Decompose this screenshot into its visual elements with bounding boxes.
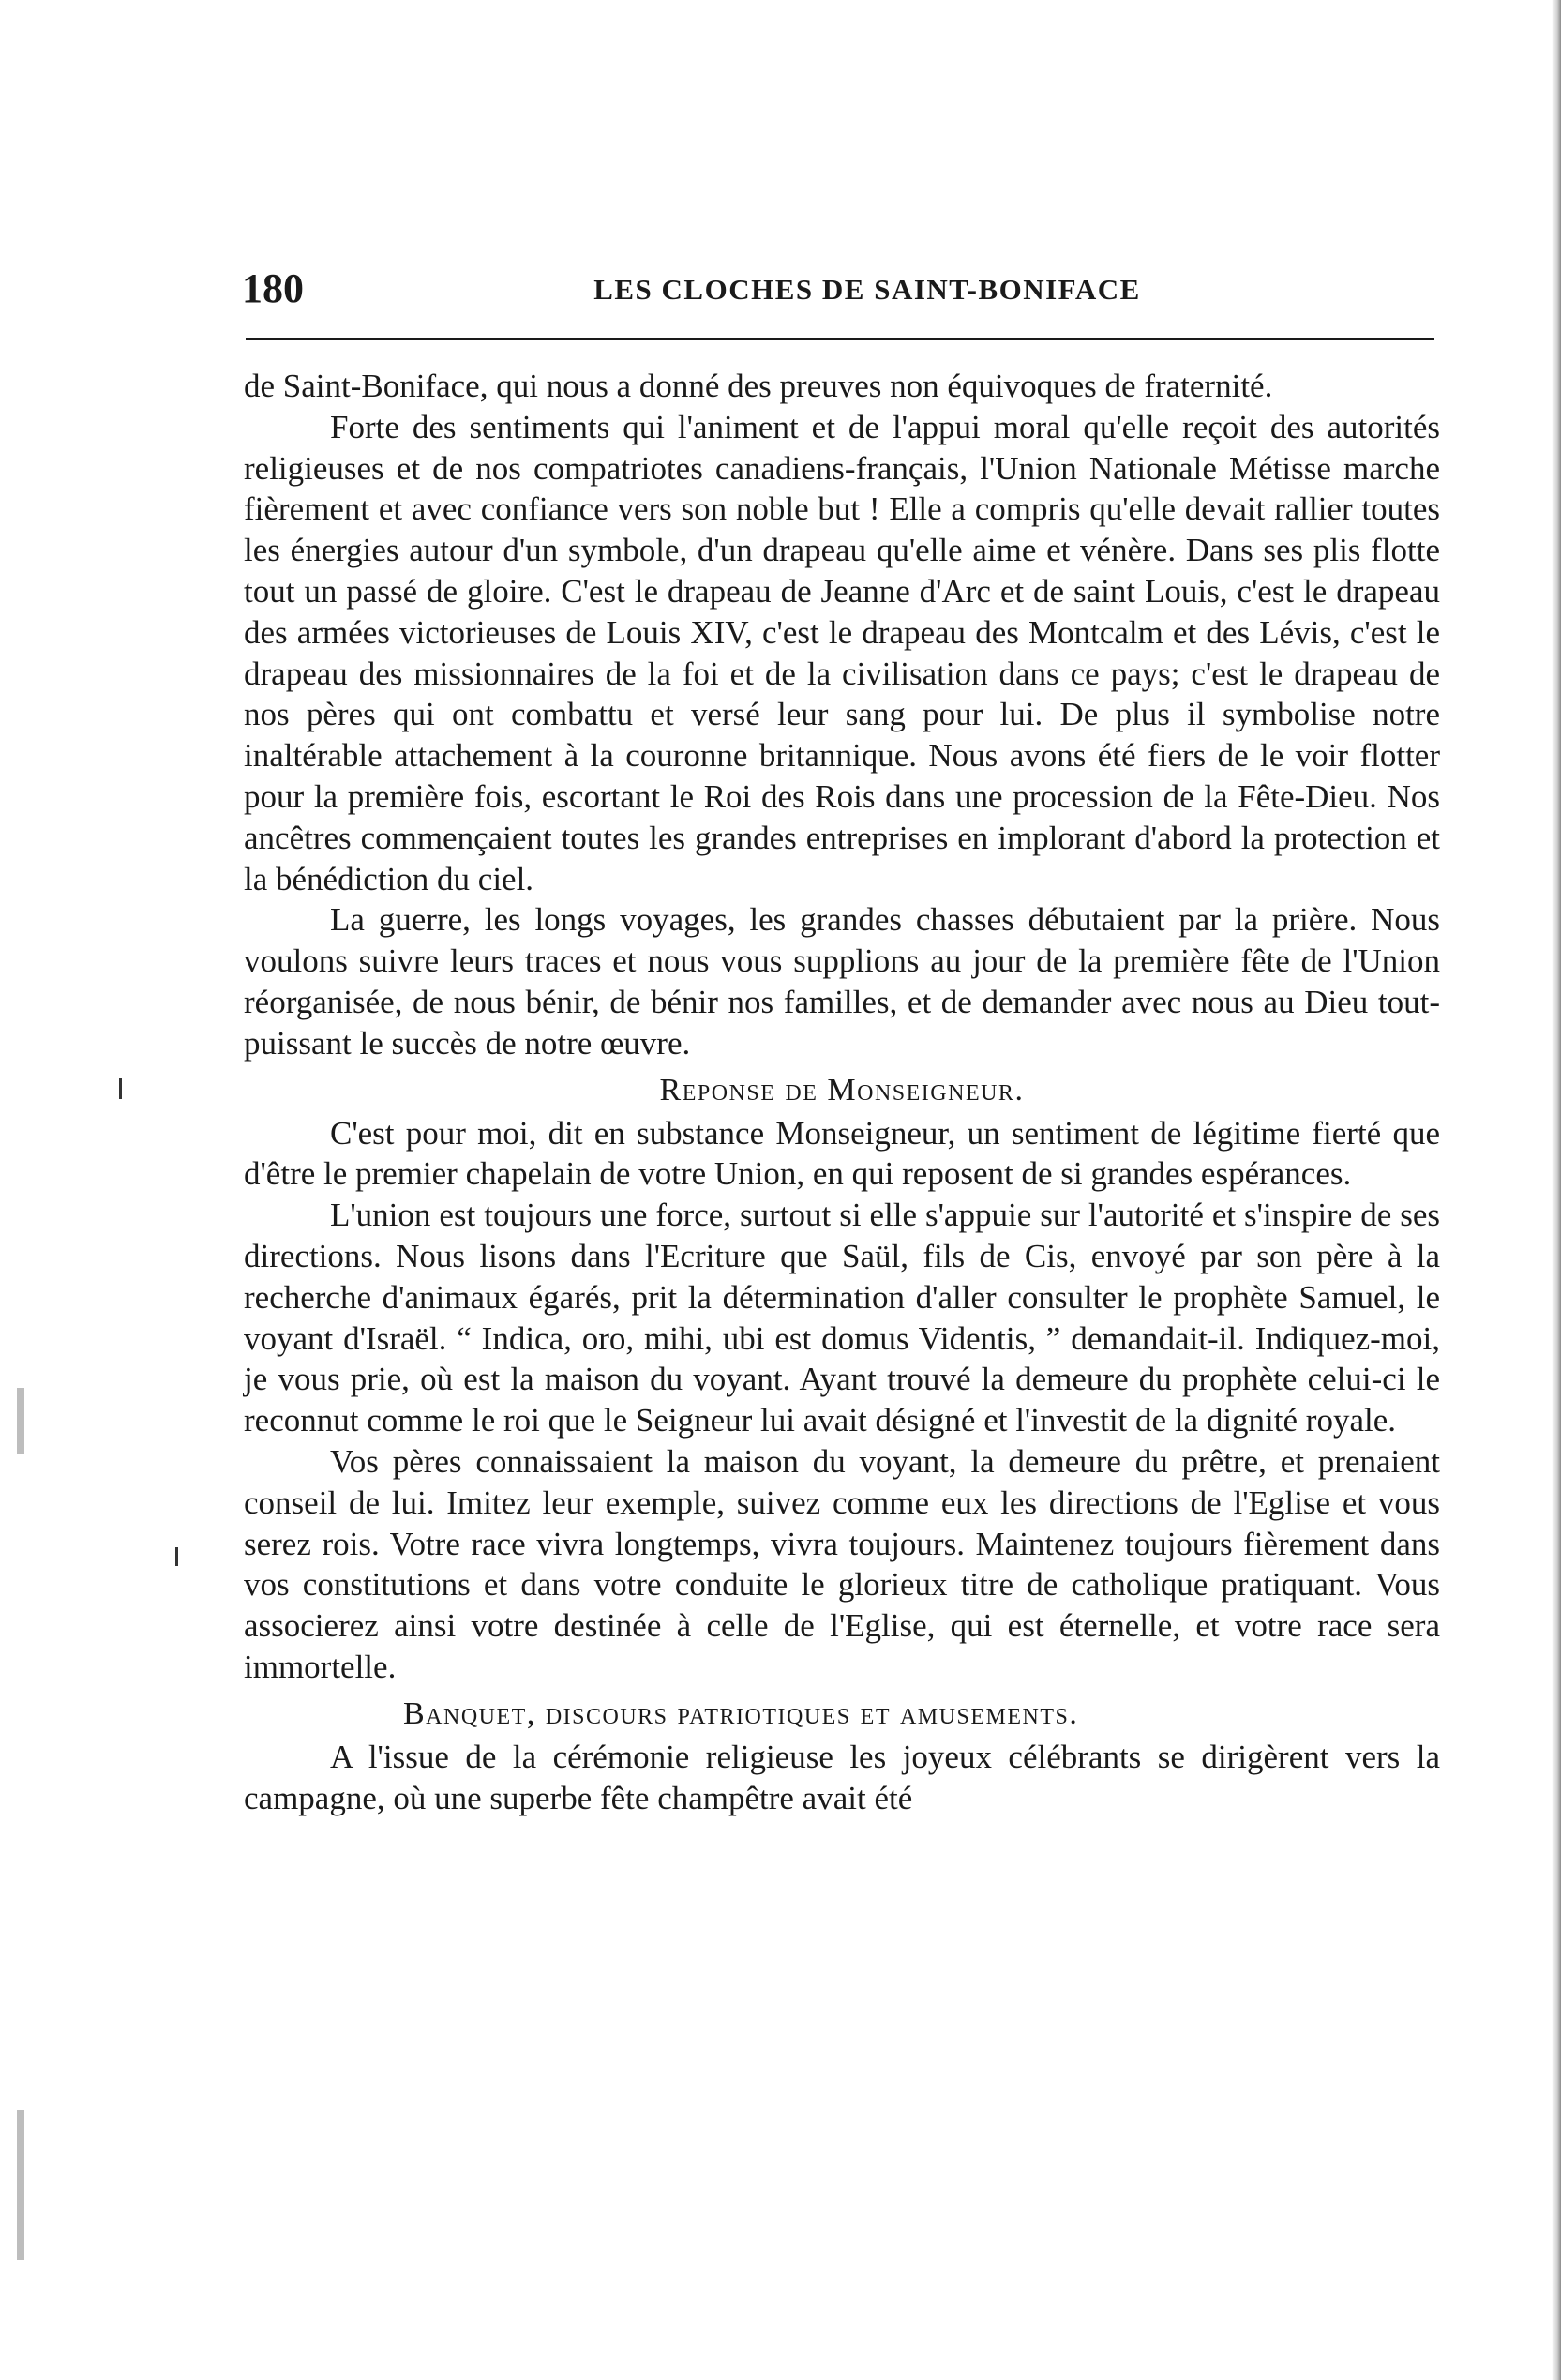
section-heading: Reponse de Monseigneur. [659, 1072, 1025, 1107]
page-header [242, 265, 1436, 312]
paragraph: A l'issue de la cérémonie religieuse les joyeux célébrants se dirigèrent vers la campagne, où une superbe fête champêtre avait été [244, 1738, 1440, 1816]
scan-speck [17, 2110, 24, 2260]
paragraph: La guerre, les longs voyages, les grandes chasses débutaient par la prière. Nous voulons suivre leurs traces et nous vous supplions au jour de la première fête de l'Union réorganisée, de nous bénir, de bénir nos familles, et de demander avec nous au Dieu tout-puissant le succès de notre œuvre. [244, 901, 1440, 1062]
running-title: LES CLOCHES DE SAINT-BONIFACE [593, 273, 1141, 306]
scan-speck [17, 1388, 24, 1454]
paragraph: Forte des sentiments qui l'animent et de l'appui moral qu'elle reçoit des autorités religieuses et de nos compatriotes canadiens-français, l'Union Nationale Métisse marche fièrement et avec confiance vers son noble but ! Elle a compris qu'elle devait rallier toutes les énergies autour d'un symbole, d'un drapeau qu'elle aime et vénère. Dans ses plis flotte tout un passé de gloire. C'est le drapeau de Jeanne d'Arc et de saint Louis, c'est le drapeau des armées victorieuses de Louis XIV, c'est le drapeau des Montcalm et des Lévis, c'est le drapeau des missionnaires de la foi et de la civilisation dans ce pays; c'est le drapeau de nos pères qui ont combattu et versé leur sang pour lui. De plus il symbolise notre inaltérable attachement à la couronne britannique. Nous avons été fiers de le voir flotter pour la première fois, escortant le Roi des Rois dans une procession de la Fête-Dieu. Nos ancêtres commençaient toutes les grandes entreprises en implorant d'abord la protection et la bénédiction du ciel. [244, 408, 1440, 897]
header-rule [246, 338, 1434, 340]
page-body [244, 366, 1440, 1818]
page-number: 180 [242, 265, 304, 311]
page-edge-shadow [1552, 0, 1561, 2380]
section-heading: Banquet, discours patriotiques et amusements. [403, 1695, 1079, 1731]
paragraph: de Saint-Boniface, qui nous a donné des preuves non équivoques de fraternité. [244, 368, 1273, 404]
paragraph: C'est pour moi, dit en substance Monseigneur, un sentiment de légitime fierté que d'être le premier chapelain de votre Union, en qui reposent de si grandes espérances. [244, 1114, 1440, 1193]
paragraph: Vos pères connaissaient la maison du voyant, la demeure du prêtre, et prenaient conseil de lui. Imitez leur exemple, suivez comme eux les directions de l'Eglise et vous serez rois. Votre race vivra longtemps, vivra toujours. Maintenez toujours fièrement dans vos constitutions et dans votre conduite le glorieux titre de catholique pratiquant. Vous associerez ainsi votre destinée à celle de l'Eglise, qui est éternelle, et votre race sera immortelle. [244, 1442, 1440, 1685]
margin-mark [119, 1078, 122, 1099]
margin-mark [175, 1547, 178, 1566]
paragraph: L'union est toujours une force, surtout si elle s'appuie sur l'autorité et s'inspire de ses directions. Nous lisons dans l'Ecriture que Saül, fils de Cis, envoyé par son père à la recherche d'animaux égarés, prit la détermination d'aller consulter le prophète Samuel, le voyant d'Israël. “ Indica, oro, mihi, ubi est domus Videntis, ” demandait-il. Indiquez-moi, je vous prie, où est la maison du voyant. Ayant trouvé la demeure du prophète celui-ci le reconnut comme le roi que le Seigneur lui avait désigné et l'investit de la dignité royale. [244, 1197, 1440, 1439]
